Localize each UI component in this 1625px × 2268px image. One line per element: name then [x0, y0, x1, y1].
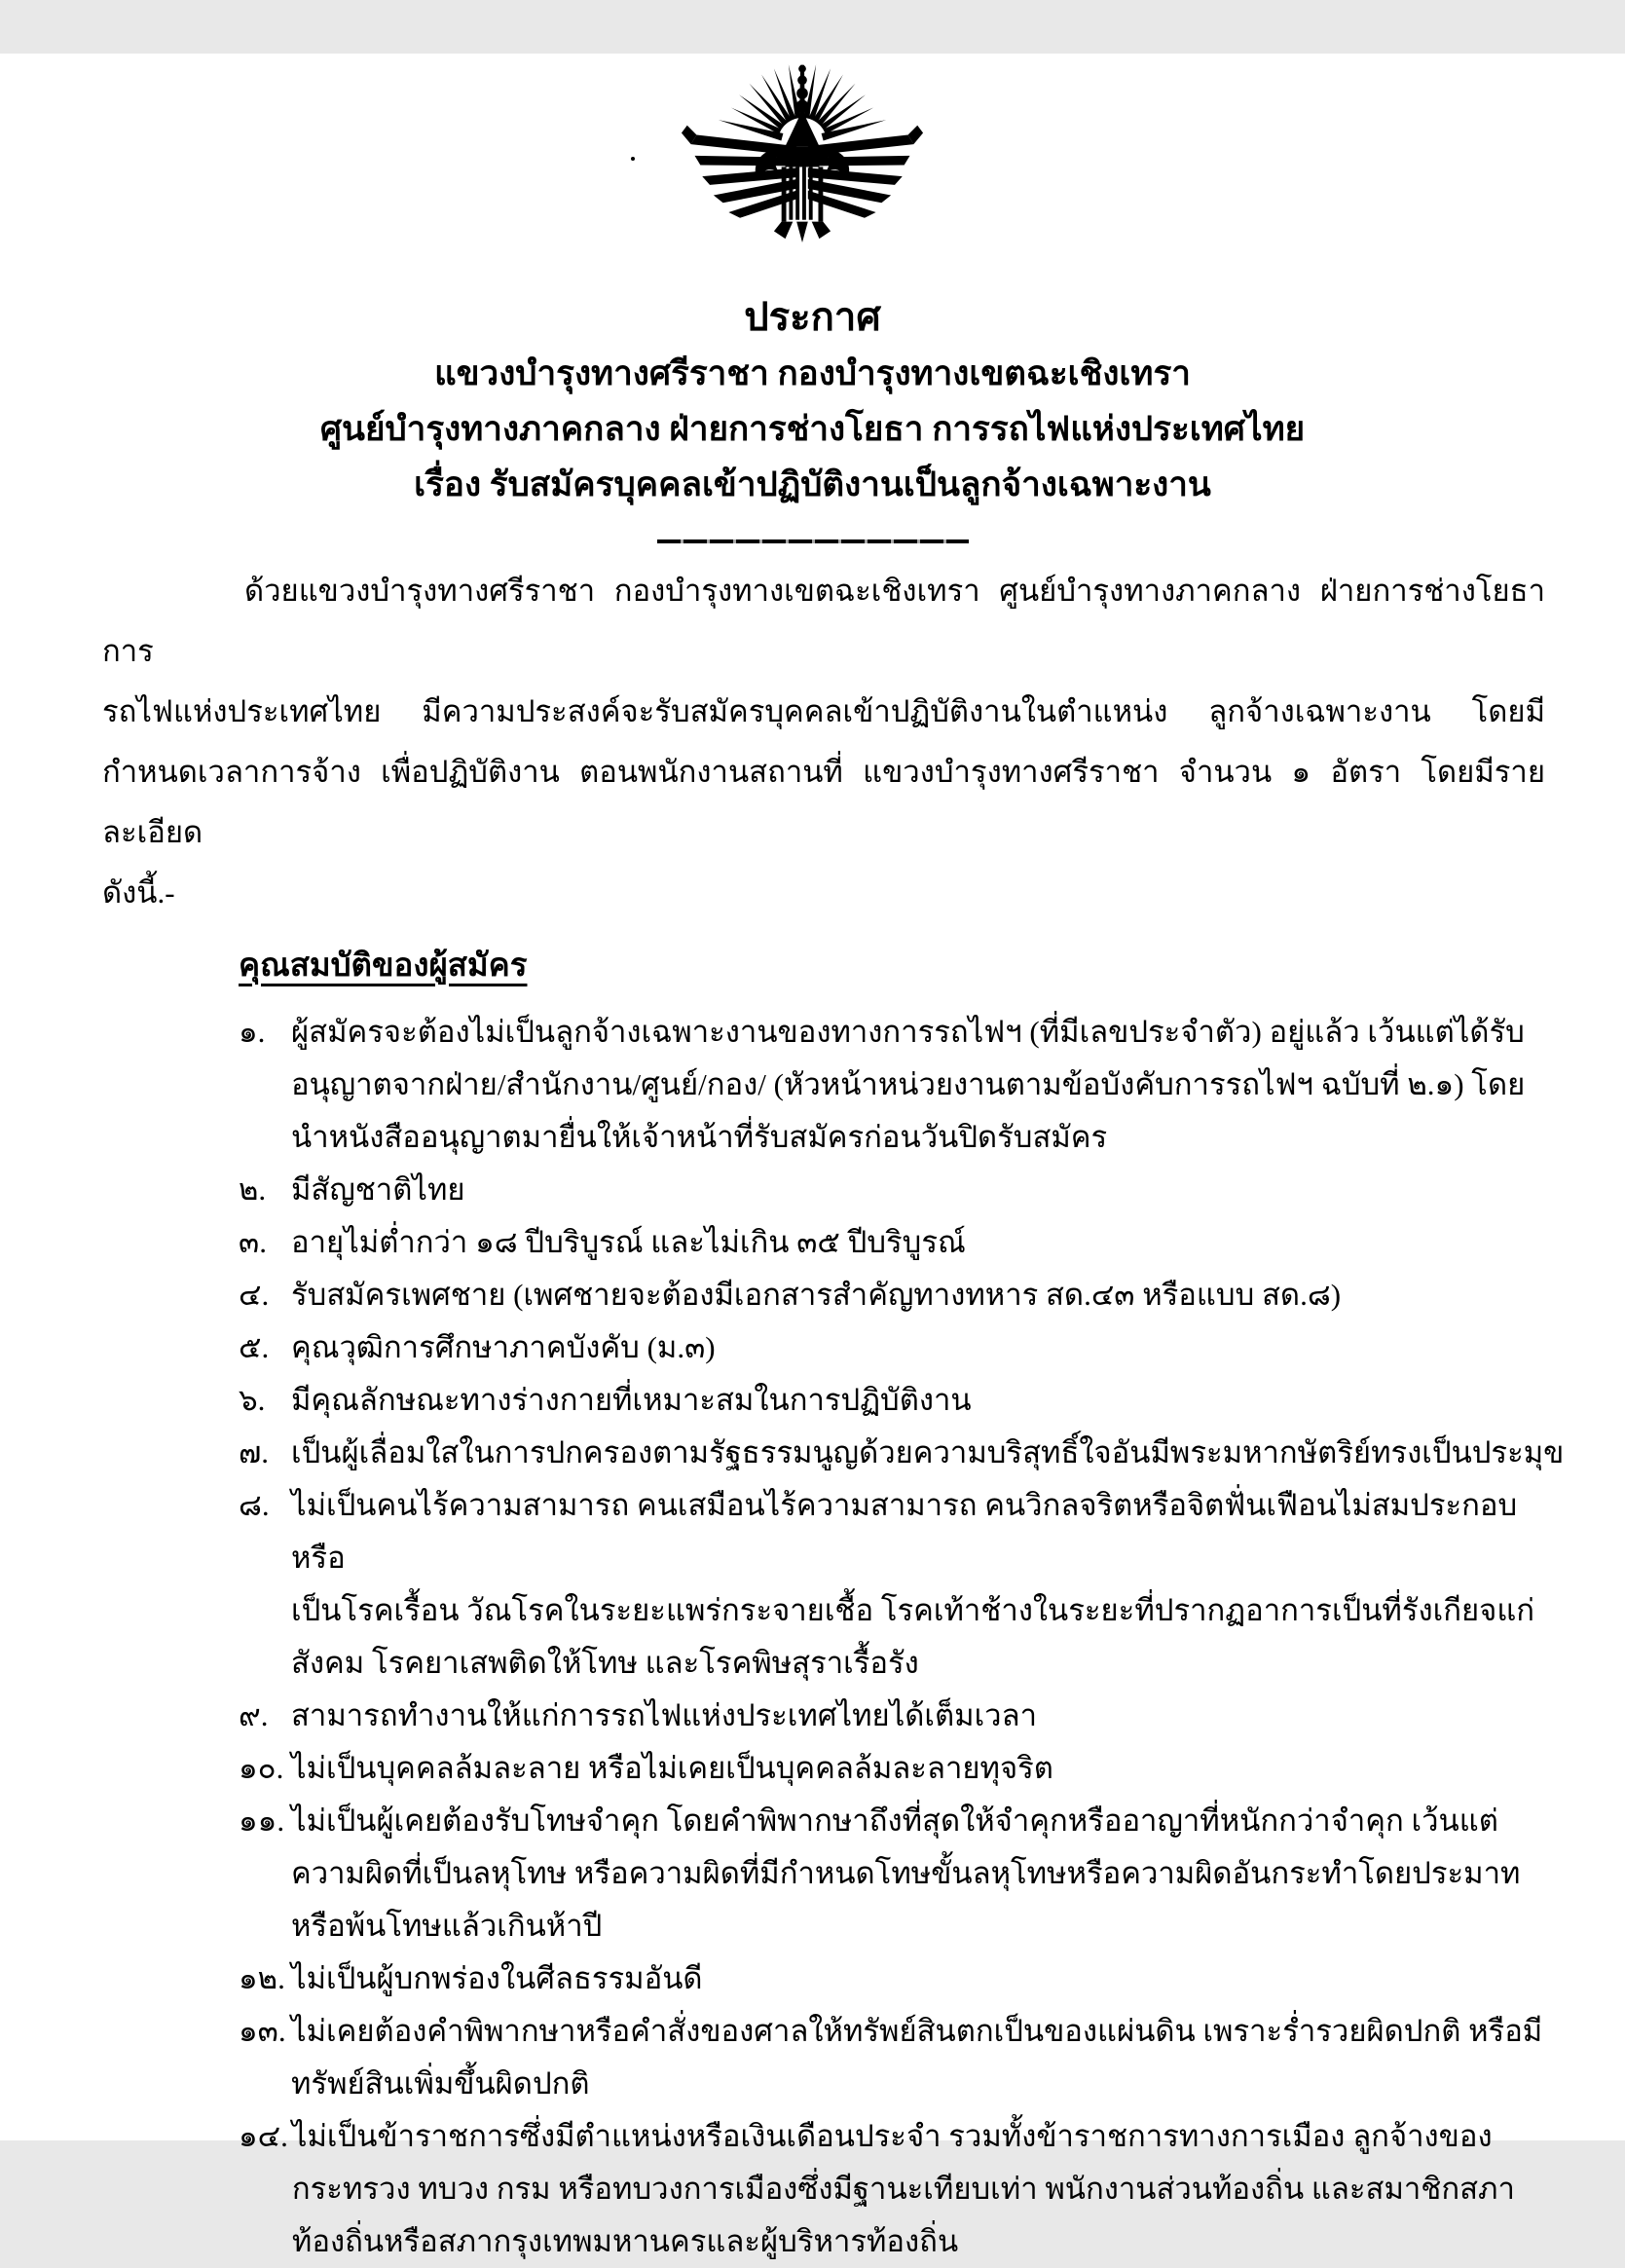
- intro-line: ดังนี้.-: [102, 875, 175, 910]
- item-number: ๒.: [239, 1172, 267, 1207]
- item-number: ๑๐.: [239, 1751, 284, 1785]
- item-number: ๕.: [239, 1330, 270, 1364]
- org-line-2: ศูนย์บำรุงทางภาคกลาง ฝ่ายการช่างโยธา การรถไฟแห่งประเทศไทย: [319, 410, 1306, 448]
- intro-line: ด้วยแขวงบำรุงทางศรีราชา กองบำรุงทางเขตฉะเชิงเทรา ศูนย์บำรุงทางภาคกลาง ฝ่ายการช่างโยธา การ: [102, 574, 1545, 668]
- item-text: ไม่เป็นผู้เคยต้องรับโทษจำคุก โดยคำพิพากษาถึงที่สุดให้จำคุกหรืออาญาที่หนักกว่าจำคุก เว้นแต่ ความผิดที่เป็นลหุโทษ หรือความผิดที่มีกำหนดโทษขั้นลหุโทษหรือความผิดอันกระทำโดยประมาท หรือพ้นโทษแล้วเกินห้าปี: [291, 1803, 1521, 1943]
- item-text: รับสมัครเพศชาย (เพศชายจะต้องมีเอกสารสำคัญทางทหาร สด.๔๓ หรือแบบ สด.๘): [291, 1278, 1342, 1312]
- subject-line: เรื่อง รับสมัครบุคคลเข้าปฏิบัติงานเป็นลูกจ้างเฉพาะงาน: [414, 465, 1211, 503]
- item-number: ๑๓.: [239, 2014, 286, 2048]
- intro-line: รถไฟแห่งประเทศไทย มีความประสงค์จะรับสมัครบุคคลเข้าปฏิบัติงานในตำแหน่ง ลูกจ้างเฉพาะงาน โดยมี: [102, 694, 1545, 728]
- item-number: ๖.: [239, 1383, 266, 1417]
- qualification-item: [239, 1952, 1567, 2005]
- qualification-item: [239, 1006, 1567, 1164]
- item-text: มีคุณลักษณะทางร่างกายที่เหมาะสมในการปฏิบัติงาน: [291, 1383, 972, 1417]
- item-number: ๗.: [239, 1435, 270, 1469]
- scan-speck: [631, 157, 635, 161]
- qualification-item: [239, 1321, 1567, 1374]
- item-text: มีสัญชาติไทย: [291, 1172, 465, 1207]
- srt-garuda-emblem: [680, 54, 925, 246]
- item-number: ๓.: [239, 1225, 267, 1259]
- item-number: ๑๔.: [239, 2119, 288, 2153]
- qualification-item: [239, 1690, 1567, 1742]
- item-text: สามารถทำงานให้แก่การรถไฟแห่งประเทศไทยได้เต็มเวลา: [291, 1698, 1037, 1732]
- qualification-item: [239, 1427, 1567, 1479]
- qualification-item: [239, 1795, 1567, 1952]
- item-text: ไม่เคยต้องคำพิพากษาหรือคำสั่งของศาลให้ทรัพย์สินตกเป็นของแผ่นดิน เพราะร่ำรวยผิดปกติ หรือมี ทรัพย์สินเพิ่มขึ้นผิดปกติ: [291, 2014, 1543, 2101]
- qualification-item: [239, 2110, 1567, 2268]
- qualification-item: [239, 1742, 1567, 1795]
- qualification-item: [239, 1479, 1567, 1690]
- item-number: ๙.: [239, 1698, 269, 1732]
- qualifications-list: [239, 1006, 1567, 2268]
- document-title: ประกาศ: [744, 295, 881, 339]
- item-text: ไม่เป็นบุคคลล้มละลาย หรือไม่เคยเป็นบุคคลล้มละลายทุจริต: [291, 1751, 1053, 1785]
- item-text: อายุไม่ต่ำกว่า ๑๘ ปีบริบูรณ์ และไม่เกิน ๓๕ ปีบริบูรณ์: [291, 1225, 966, 1259]
- qualification-item: [239, 2005, 1567, 2110]
- qualification-item: [239, 1164, 1567, 1216]
- item-text: เป็นผู้เลื่อมใสในการปกครองตามรัฐธรรมนูญด้วยความบริสุทธิ์ใจอันมีพระมหากษัตริย์ทรงเป็นประมุข: [291, 1435, 1565, 1469]
- item-text: คุณวุฒิการศึกษาภาคบังคับ (ม.๓): [291, 1330, 716, 1364]
- item-text: ไม่เป็นคนไร้ความสามารถ คนเสมือนไร้ความสามารถ คนวิกลจริตหรือจิตฟั่นเฟือนไม่สมประกอบ หรือ เป็นโรคเรื้อน วัณโรคในระยะแพร่กระจายเชื้อ โรคเท้าช้างในระยะที่ปรากฏอาการเป็นที่รังเกียจแก่ สังคม โรคยาเสพติดให้โทษ และโรคพิษสุราเรื้อรัง: [291, 1488, 1535, 1680]
- item-number: ๔.: [239, 1278, 270, 1312]
- item-text: ไม่เป็นผู้บกพร่องในศีลธรรมอันดี: [291, 1961, 703, 1995]
- item-number: ๑๒.: [239, 1961, 285, 1995]
- item-number: ๑๑.: [239, 1803, 285, 1838]
- qualification-item: [239, 1374, 1567, 1427]
- intro-paragraph: [102, 561, 1545, 923]
- item-number: ๘.: [239, 1488, 270, 1522]
- qualifications-heading: คุณสมบัติของผู้สมัคร: [239, 948, 528, 984]
- header-divider: [657, 539, 969, 543]
- item-text: ผู้สมัครจะต้องไม่เป็นลูกจ้างเฉพาะงานของทางการรถไฟฯ (ที่มีเลขประจำตัว) อยู่แล้ว เว้นแต่ได้รับ อนุญาตจากฝ่าย/สำนักงาน/ศูนย์/กอง/ (หัวหน้าหน่วยงานตามข้อบังคับการรถไฟฯ ฉบับที่ ๒.๑) โดย นำหนังสืออนุญาตมายื่นให้เจ้าหน้าที่รับสมัครก่อนวันปิดรับสมัคร: [291, 1015, 1526, 1154]
- qualification-item: [239, 1269, 1567, 1321]
- qualification-item: [239, 1216, 1567, 1269]
- org-line-1: แขวงบำรุงทางศรีราชา กองบำรุงทางเขตฉะเชิงเทรา: [434, 354, 1191, 392]
- announcement-page: [0, 54, 1625, 2258]
- intro-line: กำหนดเวลาการจ้าง เพื่อปฏิบัติงาน ตอนพนักงานสถานที่ แขวงบำรุงทางศรีราชา จำนวน ๑ อัตรา โดยมีรายละเอียด: [102, 755, 1545, 849]
- item-number: ๑.: [239, 1015, 266, 1049]
- srt-garuda-emblem-graphic: [680, 54, 925, 246]
- item-text: ไม่เป็นข้าราชการซึ่งมีตำแหน่งหรือเงินเดือนประจำ รวมทั้งข้าราชการทางการเมือง ลูกจ้างของ กระทรวง ทบวง กรม หรือทบวงการเมืองซึ่งมีฐานะเทียบเท่า พนักงานส่วนท้องถิ่น และสมาชิกสภา ท้องถิ่นหรือสภากรุงเทพมหานครและผู้บริหารท้องถิ่น: [291, 2119, 1515, 2258]
- document-header: [0, 289, 1625, 512]
